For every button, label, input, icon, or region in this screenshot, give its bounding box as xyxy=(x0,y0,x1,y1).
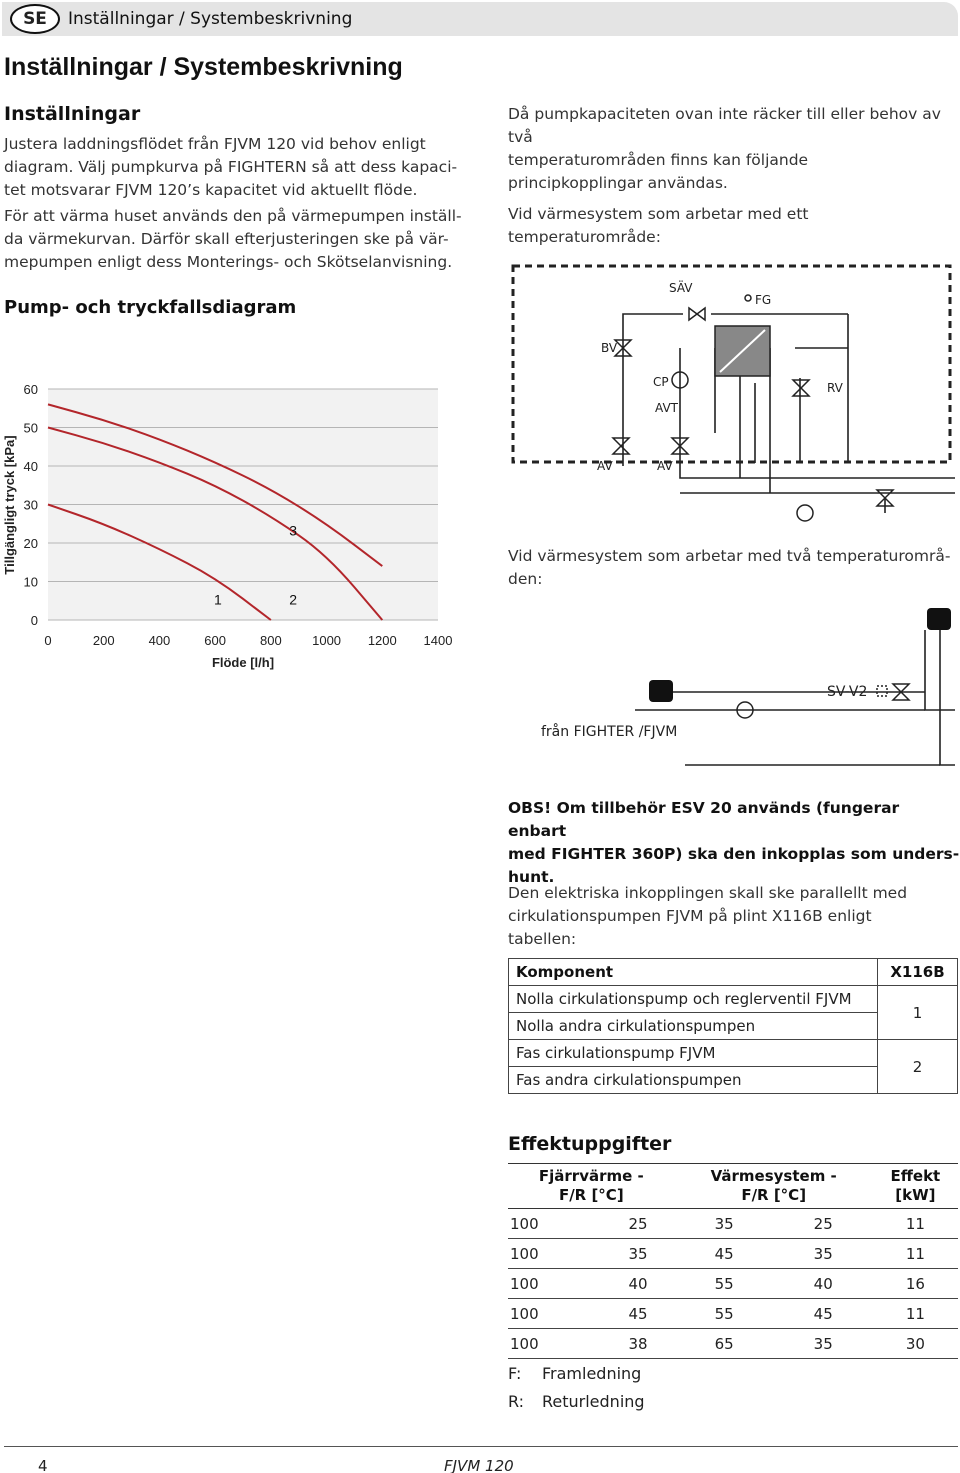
document-name: FJVM 120 xyxy=(444,1457,514,1473)
x-tick-label: 400 xyxy=(148,633,171,648)
label-from-fighter: från FIGHTER /FJVM xyxy=(541,724,678,740)
table-row: 100 40 55 40 16 xyxy=(508,1269,958,1299)
y-tick-label: 30 xyxy=(23,497,38,513)
x-tick-label: 800 xyxy=(260,633,282,648)
label-bv: BV xyxy=(601,341,618,355)
two-temp-range-text: Vid värmesystem som arbetar med två temperaturområ- den: xyxy=(508,547,951,588)
schematic-two-ranges xyxy=(505,600,960,780)
col-district-heating: Fjärrvärme - F/R [°C] xyxy=(508,1164,675,1209)
diagram-heading: Pump- och tryckfallsdiagram xyxy=(4,297,297,318)
col-component: Komponent xyxy=(509,959,878,986)
radiator-icon xyxy=(927,608,951,630)
label-av2: AV xyxy=(657,459,673,473)
curve-label-1: 1 xyxy=(214,591,222,608)
settings-paragraph: Justera laddningsflödet från FJVM 120 vid behov enligt diagram. Välj pumpkurva på FIGHTERN så att dess kapaci- tet motsvarar FJVM 120’s kapacitet vid aktuellt flöde. xyxy=(4,135,458,199)
table-row: Fas andra cirkulationspumpen xyxy=(509,1067,878,1094)
col-x116b: X116B xyxy=(878,959,958,986)
component-table xyxy=(508,958,958,1094)
label-fg: FG xyxy=(755,293,772,307)
y-tick-label: 10 xyxy=(23,574,38,590)
sav-valve-icon xyxy=(689,308,705,320)
effect-table xyxy=(508,1163,958,1359)
curve-label-2: 2 xyxy=(289,591,298,608)
x-tick-label: 1400 xyxy=(423,633,453,648)
col-heating-system: Värmesystem - F/R [°C] xyxy=(675,1164,873,1209)
chart-svg xyxy=(0,375,470,675)
x-tick-label: 1000 xyxy=(312,633,342,648)
x-tick-label: 600 xyxy=(204,633,226,648)
rv-valve-icon xyxy=(793,380,809,396)
y-tick-label: 40 xyxy=(23,459,38,474)
table-row: 100 25 35 25 11 xyxy=(508,1209,958,1239)
y-tick-label: 60 xyxy=(23,382,38,397)
x-tick-label: 1200 xyxy=(367,633,397,648)
curve-label-3: 3 xyxy=(289,522,298,539)
table-row: Nolla andra cirkulationspumpen xyxy=(509,1013,878,1040)
table-row: Fas cirkulationspump FJVM xyxy=(509,1040,878,1067)
legend-f: F: Framledning xyxy=(508,1364,642,1383)
terminal-value: 2 xyxy=(878,1040,958,1094)
table-row: 100 38 65 35 30 xyxy=(508,1329,958,1359)
pump-icon xyxy=(797,505,813,521)
y-tick-label: 20 xyxy=(23,536,38,551)
settings-heading: Inställningar xyxy=(4,103,141,125)
language-badge: SE xyxy=(10,4,60,34)
header-title: Inställningar / Systembeskrivning xyxy=(68,9,353,29)
label-cp: CP xyxy=(653,375,669,389)
x-tick-label: 200 xyxy=(92,633,115,648)
electrical-paragraph: Den elektriska inkopplingen skall ske parallellt med cirkulationspumpen FJVM på plint X116B enligt tabellen: xyxy=(508,884,908,948)
x-tick-label: 0 xyxy=(44,633,52,648)
table-row: 100 35 45 35 11 xyxy=(508,1239,958,1269)
schematic-one-range xyxy=(505,258,960,528)
y-tick-label: 50 xyxy=(23,420,38,436)
terminal-value: 1 xyxy=(878,986,958,1040)
label-rv: RV xyxy=(827,381,843,395)
x-axis-label: Flöde [l/h] xyxy=(211,655,275,670)
av1-valve-icon xyxy=(613,438,629,454)
label-sv-v2: SV-V2 xyxy=(827,684,868,700)
label-sav: SÄV xyxy=(669,281,693,295)
legend-r: R: Returledning xyxy=(508,1392,645,1411)
pump-pressure-chart xyxy=(0,375,470,675)
page-number: 4 xyxy=(38,1457,48,1473)
fg-sensor-icon xyxy=(745,295,751,301)
y-axis-label: Tillgängligt tryck [kPa] xyxy=(2,435,17,575)
table-row: Nolla cirkulationspump och reglerventil FJVM xyxy=(509,986,878,1013)
footer-divider xyxy=(4,1446,958,1447)
heating-paragraph: För att värma huset används den på värmepumpen inställ- da värmekurvan. Därför skall efterjusteringen ske på vär- mepumpen enligt dess Monterings- och Skötselanvisning. xyxy=(4,207,462,271)
floor-heating-icon xyxy=(649,680,673,702)
actuator-icon xyxy=(877,686,887,696)
col-effect: Effekt [kW] xyxy=(873,1164,958,1209)
obs-note: OBS! Om tillbehör ESV 20 används (fungerar enbart med FIGHTER 360P) ska den inkopplas som unders- hunt. xyxy=(508,799,960,886)
table-row: 100 45 55 45 11 xyxy=(508,1299,958,1329)
label-av1: AV xyxy=(597,459,613,473)
one-temp-range-text: Vid värmesystem som arbetar med ett temperaturområde: xyxy=(508,205,809,246)
pump-capacity-paragraph: Då pumpkapaciteten ovan inte räcker till eller behov av två temperaturområden finns kan följande principkopplingar användas. xyxy=(508,105,941,192)
label-avt: AVT xyxy=(655,401,678,415)
page-title: Inställningar / Systembeskrivning xyxy=(4,53,403,81)
y-tick-label: 0 xyxy=(30,613,38,628)
effect-heading: Effektuppgifter xyxy=(508,1133,672,1155)
